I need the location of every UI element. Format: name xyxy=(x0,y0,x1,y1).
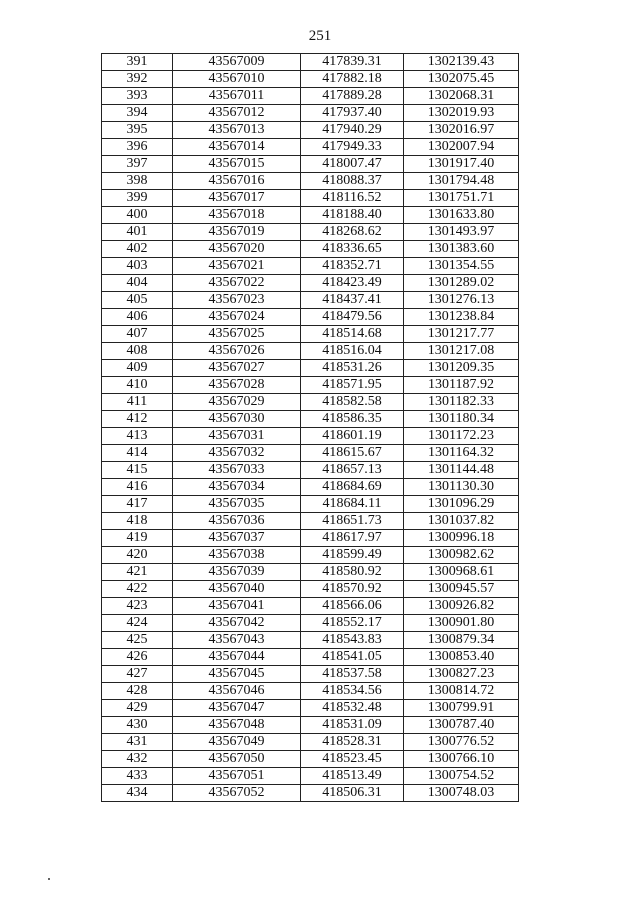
point-number-cell: 400 xyxy=(102,207,173,224)
point-id-cell: 43567030 xyxy=(173,411,301,428)
point-id-cell: 43567009 xyxy=(173,54,301,71)
point-number-cell: 424 xyxy=(102,615,173,632)
point-number-cell: 401 xyxy=(102,224,173,241)
point-number-cell: 405 xyxy=(102,292,173,309)
point-id-cell: 43567039 xyxy=(173,564,301,581)
table-row xyxy=(102,751,519,768)
point-id-cell: 43567023 xyxy=(173,292,301,309)
y-coordinate-cell: 1301130.30 xyxy=(404,479,519,496)
x-coordinate-cell: 418437.41 xyxy=(301,292,404,309)
table-row xyxy=(102,530,519,547)
point-id-cell: 43567042 xyxy=(173,615,301,632)
table-row xyxy=(102,258,519,275)
point-id-cell: 43567025 xyxy=(173,326,301,343)
coordinates-table-body xyxy=(102,54,519,802)
x-coordinate-cell: 417940.29 xyxy=(301,122,404,139)
point-number-cell: 393 xyxy=(102,88,173,105)
table-row xyxy=(102,241,519,258)
x-coordinate-cell: 418423.49 xyxy=(301,275,404,292)
point-number-cell: 434 xyxy=(102,785,173,802)
point-id-cell: 43567049 xyxy=(173,734,301,751)
y-coordinate-cell: 1301354.55 xyxy=(404,258,519,275)
point-number-cell: 397 xyxy=(102,156,173,173)
table-row xyxy=(102,581,519,598)
table-row xyxy=(102,139,519,156)
point-number-cell: 399 xyxy=(102,190,173,207)
table-row xyxy=(102,700,519,717)
point-id-cell: 43567014 xyxy=(173,139,301,156)
point-number-cell: 422 xyxy=(102,581,173,598)
x-coordinate-cell: 418116.52 xyxy=(301,190,404,207)
table-row xyxy=(102,173,519,190)
y-coordinate-cell: 1300901.80 xyxy=(404,615,519,632)
point-id-cell: 43567032 xyxy=(173,445,301,462)
point-id-cell: 43567037 xyxy=(173,530,301,547)
point-id-cell: 43567052 xyxy=(173,785,301,802)
point-id-cell: 43567034 xyxy=(173,479,301,496)
x-coordinate-cell: 418516.04 xyxy=(301,343,404,360)
table-row xyxy=(102,309,519,326)
y-coordinate-cell: 1300787.40 xyxy=(404,717,519,734)
point-id-cell: 43567041 xyxy=(173,598,301,615)
point-id-cell: 43567038 xyxy=(173,547,301,564)
y-coordinate-cell: 1300776.52 xyxy=(404,734,519,751)
table-row xyxy=(102,717,519,734)
point-number-cell: 430 xyxy=(102,717,173,734)
x-coordinate-cell: 418586.35 xyxy=(301,411,404,428)
point-id-cell: 43567031 xyxy=(173,428,301,445)
point-number-cell: 414 xyxy=(102,445,173,462)
point-number-cell: 395 xyxy=(102,122,173,139)
y-coordinate-cell: 1302139.43 xyxy=(404,54,519,71)
point-id-cell: 43567015 xyxy=(173,156,301,173)
point-number-cell: 392 xyxy=(102,71,173,88)
table-row xyxy=(102,411,519,428)
point-id-cell: 43567044 xyxy=(173,649,301,666)
table-row xyxy=(102,207,519,224)
table-row xyxy=(102,88,519,105)
point-number-cell: 427 xyxy=(102,666,173,683)
point-id-cell: 43567021 xyxy=(173,258,301,275)
point-number-cell: 402 xyxy=(102,241,173,258)
y-coordinate-cell: 1302075.45 xyxy=(404,71,519,88)
table-row xyxy=(102,462,519,479)
y-coordinate-cell: 1300814.72 xyxy=(404,683,519,700)
point-number-cell: 412 xyxy=(102,411,173,428)
table-row xyxy=(102,190,519,207)
y-coordinate-cell: 1300827.23 xyxy=(404,666,519,683)
y-coordinate-cell: 1301633.80 xyxy=(404,207,519,224)
x-coordinate-cell: 417839.31 xyxy=(301,54,404,71)
point-id-cell: 43567046 xyxy=(173,683,301,700)
point-number-cell: 413 xyxy=(102,428,173,445)
table-row xyxy=(102,479,519,496)
table-row xyxy=(102,564,519,581)
x-coordinate-cell: 417937.40 xyxy=(301,105,404,122)
point-number-cell: 411 xyxy=(102,394,173,411)
point-number-cell: 426 xyxy=(102,649,173,666)
point-id-cell: 43567017 xyxy=(173,190,301,207)
y-coordinate-cell: 1301182.33 xyxy=(404,394,519,411)
point-id-cell: 43567047 xyxy=(173,700,301,717)
x-coordinate-cell: 418566.06 xyxy=(301,598,404,615)
page-number: 251 xyxy=(308,28,332,44)
point-id-cell: 43567010 xyxy=(173,71,301,88)
table-row xyxy=(102,768,519,785)
y-coordinate-cell: 1300968.61 xyxy=(404,564,519,581)
x-coordinate-cell: 418570.92 xyxy=(301,581,404,598)
x-coordinate-cell: 417882.18 xyxy=(301,71,404,88)
point-number-cell: 394 xyxy=(102,105,173,122)
point-id-cell: 43567026 xyxy=(173,343,301,360)
y-coordinate-cell: 1301217.08 xyxy=(404,343,519,360)
point-number-cell: 433 xyxy=(102,768,173,785)
y-coordinate-cell: 1300879.34 xyxy=(404,632,519,649)
point-number-cell: 398 xyxy=(102,173,173,190)
x-coordinate-cell: 418532.48 xyxy=(301,700,404,717)
x-coordinate-cell: 418531.26 xyxy=(301,360,404,377)
y-coordinate-cell: 1301238.84 xyxy=(404,309,519,326)
point-id-cell: 43567013 xyxy=(173,122,301,139)
point-id-cell: 43567036 xyxy=(173,513,301,530)
table-row xyxy=(102,275,519,292)
y-coordinate-cell: 1301164.32 xyxy=(404,445,519,462)
coordinates-table xyxy=(101,53,519,802)
point-id-cell: 43567045 xyxy=(173,666,301,683)
table-row xyxy=(102,785,519,802)
point-number-cell: 431 xyxy=(102,734,173,751)
y-coordinate-cell: 1301383.60 xyxy=(404,241,519,258)
y-coordinate-cell: 1301180.34 xyxy=(404,411,519,428)
x-coordinate-cell: 417889.28 xyxy=(301,88,404,105)
x-coordinate-cell: 418617.97 xyxy=(301,530,404,547)
y-coordinate-cell: 1300996.18 xyxy=(404,530,519,547)
table-row xyxy=(102,156,519,173)
y-coordinate-cell: 1301217.77 xyxy=(404,326,519,343)
y-coordinate-cell: 1301209.35 xyxy=(404,360,519,377)
y-coordinate-cell: 1301096.29 xyxy=(404,496,519,513)
point-number-cell: 428 xyxy=(102,683,173,700)
point-number-cell: 403 xyxy=(102,258,173,275)
point-id-cell: 43567020 xyxy=(173,241,301,258)
table-row xyxy=(102,71,519,88)
point-number-cell: 429 xyxy=(102,700,173,717)
point-number-cell: 396 xyxy=(102,139,173,156)
table-row xyxy=(102,666,519,683)
point-id-cell: 43567043 xyxy=(173,632,301,649)
y-coordinate-cell: 1301794.48 xyxy=(404,173,519,190)
table-row xyxy=(102,513,519,530)
x-coordinate-cell: 418479.56 xyxy=(301,309,404,326)
table-row xyxy=(102,54,519,71)
x-coordinate-cell: 418506.31 xyxy=(301,785,404,802)
y-coordinate-cell: 1300799.91 xyxy=(404,700,519,717)
y-coordinate-cell: 1300748.03 xyxy=(404,785,519,802)
point-number-cell: 423 xyxy=(102,598,173,615)
y-coordinate-cell: 1301751.71 xyxy=(404,190,519,207)
y-coordinate-cell: 1300754.52 xyxy=(404,768,519,785)
point-id-cell: 43567018 xyxy=(173,207,301,224)
point-id-cell: 43567033 xyxy=(173,462,301,479)
x-coordinate-cell: 418088.37 xyxy=(301,173,404,190)
y-coordinate-cell: 1301289.02 xyxy=(404,275,519,292)
table-row xyxy=(102,734,519,751)
point-id-cell: 43567051 xyxy=(173,768,301,785)
table-row xyxy=(102,394,519,411)
x-coordinate-cell: 418523.45 xyxy=(301,751,404,768)
table-row xyxy=(102,445,519,462)
point-number-cell: 419 xyxy=(102,530,173,547)
x-coordinate-cell: 418657.13 xyxy=(301,462,404,479)
y-coordinate-cell: 1300926.82 xyxy=(404,598,519,615)
point-number-cell: 404 xyxy=(102,275,173,292)
point-id-cell: 43567024 xyxy=(173,309,301,326)
point-id-cell: 43567028 xyxy=(173,377,301,394)
x-coordinate-cell: 417949.33 xyxy=(301,139,404,156)
x-coordinate-cell: 418599.49 xyxy=(301,547,404,564)
y-coordinate-cell: 1300853.40 xyxy=(404,649,519,666)
x-coordinate-cell: 418582.58 xyxy=(301,394,404,411)
point-id-cell: 43567035 xyxy=(173,496,301,513)
x-coordinate-cell: 418541.05 xyxy=(301,649,404,666)
table-row xyxy=(102,343,519,360)
x-coordinate-cell: 418552.17 xyxy=(301,615,404,632)
point-number-cell: 418 xyxy=(102,513,173,530)
table-row xyxy=(102,377,519,394)
point-id-cell: 43567040 xyxy=(173,581,301,598)
point-id-cell: 43567029 xyxy=(173,394,301,411)
point-number-cell: 432 xyxy=(102,751,173,768)
point-id-cell: 43567019 xyxy=(173,224,301,241)
x-coordinate-cell: 418514.68 xyxy=(301,326,404,343)
table-row xyxy=(102,428,519,445)
y-coordinate-cell: 1301493.97 xyxy=(404,224,519,241)
y-coordinate-cell: 1302016.97 xyxy=(404,122,519,139)
y-coordinate-cell: 1301917.40 xyxy=(404,156,519,173)
y-coordinate-cell: 1301144.48 xyxy=(404,462,519,479)
x-coordinate-cell: 418531.09 xyxy=(301,717,404,734)
point-id-cell: 43567012 xyxy=(173,105,301,122)
point-number-cell: 391 xyxy=(102,54,173,71)
x-coordinate-cell: 418601.19 xyxy=(301,428,404,445)
table-row xyxy=(102,649,519,666)
x-coordinate-cell: 418352.71 xyxy=(301,258,404,275)
table-row xyxy=(102,326,519,343)
table-row xyxy=(102,292,519,309)
x-coordinate-cell: 418615.67 xyxy=(301,445,404,462)
x-coordinate-cell: 418684.69 xyxy=(301,479,404,496)
y-coordinate-cell: 1302068.31 xyxy=(404,88,519,105)
x-coordinate-cell: 418268.62 xyxy=(301,224,404,241)
x-coordinate-cell: 418528.31 xyxy=(301,734,404,751)
point-number-cell: 417 xyxy=(102,496,173,513)
x-coordinate-cell: 418007.47 xyxy=(301,156,404,173)
x-coordinate-cell: 418537.58 xyxy=(301,666,404,683)
point-number-cell: 415 xyxy=(102,462,173,479)
x-coordinate-cell: 418336.65 xyxy=(301,241,404,258)
table-row xyxy=(102,547,519,564)
table-row xyxy=(102,598,519,615)
x-coordinate-cell: 418684.11 xyxy=(301,496,404,513)
table-row xyxy=(102,360,519,377)
x-coordinate-cell: 418513.49 xyxy=(301,768,404,785)
point-number-cell: 410 xyxy=(102,377,173,394)
y-coordinate-cell: 1300982.62 xyxy=(404,547,519,564)
y-coordinate-cell: 1302007.94 xyxy=(404,139,519,156)
x-coordinate-cell: 418543.83 xyxy=(301,632,404,649)
point-number-cell: 408 xyxy=(102,343,173,360)
point-number-cell: 425 xyxy=(102,632,173,649)
x-coordinate-cell: 418534.56 xyxy=(301,683,404,700)
point-id-cell: 43567022 xyxy=(173,275,301,292)
y-coordinate-cell: 1301187.92 xyxy=(404,377,519,394)
point-number-cell: 407 xyxy=(102,326,173,343)
table-row xyxy=(102,122,519,139)
x-coordinate-cell: 418188.40 xyxy=(301,207,404,224)
table-row xyxy=(102,496,519,513)
y-coordinate-cell: 1300945.57 xyxy=(404,581,519,598)
table-row xyxy=(102,105,519,122)
point-id-cell: 43567027 xyxy=(173,360,301,377)
x-coordinate-cell: 418651.73 xyxy=(301,513,404,530)
point-number-cell: 416 xyxy=(102,479,173,496)
point-number-cell: 406 xyxy=(102,309,173,326)
point-number-cell: 421 xyxy=(102,564,173,581)
y-coordinate-cell: 1300766.10 xyxy=(404,751,519,768)
x-coordinate-cell: 418580.92 xyxy=(301,564,404,581)
table-row xyxy=(102,632,519,649)
x-coordinate-cell: 418571.95 xyxy=(301,377,404,394)
point-id-cell: 43567050 xyxy=(173,751,301,768)
point-number-cell: 409 xyxy=(102,360,173,377)
point-id-cell: 43567016 xyxy=(173,173,301,190)
point-id-cell: 43567011 xyxy=(173,88,301,105)
table-row xyxy=(102,683,519,700)
y-coordinate-cell: 1301037.82 xyxy=(404,513,519,530)
stray-mark xyxy=(48,878,50,880)
table-row xyxy=(102,224,519,241)
point-number-cell: 420 xyxy=(102,547,173,564)
y-coordinate-cell: 1301276.13 xyxy=(404,292,519,309)
point-id-cell: 43567048 xyxy=(173,717,301,734)
table-row xyxy=(102,615,519,632)
y-coordinate-cell: 1302019.93 xyxy=(404,105,519,122)
y-coordinate-cell: 1301172.23 xyxy=(404,428,519,445)
